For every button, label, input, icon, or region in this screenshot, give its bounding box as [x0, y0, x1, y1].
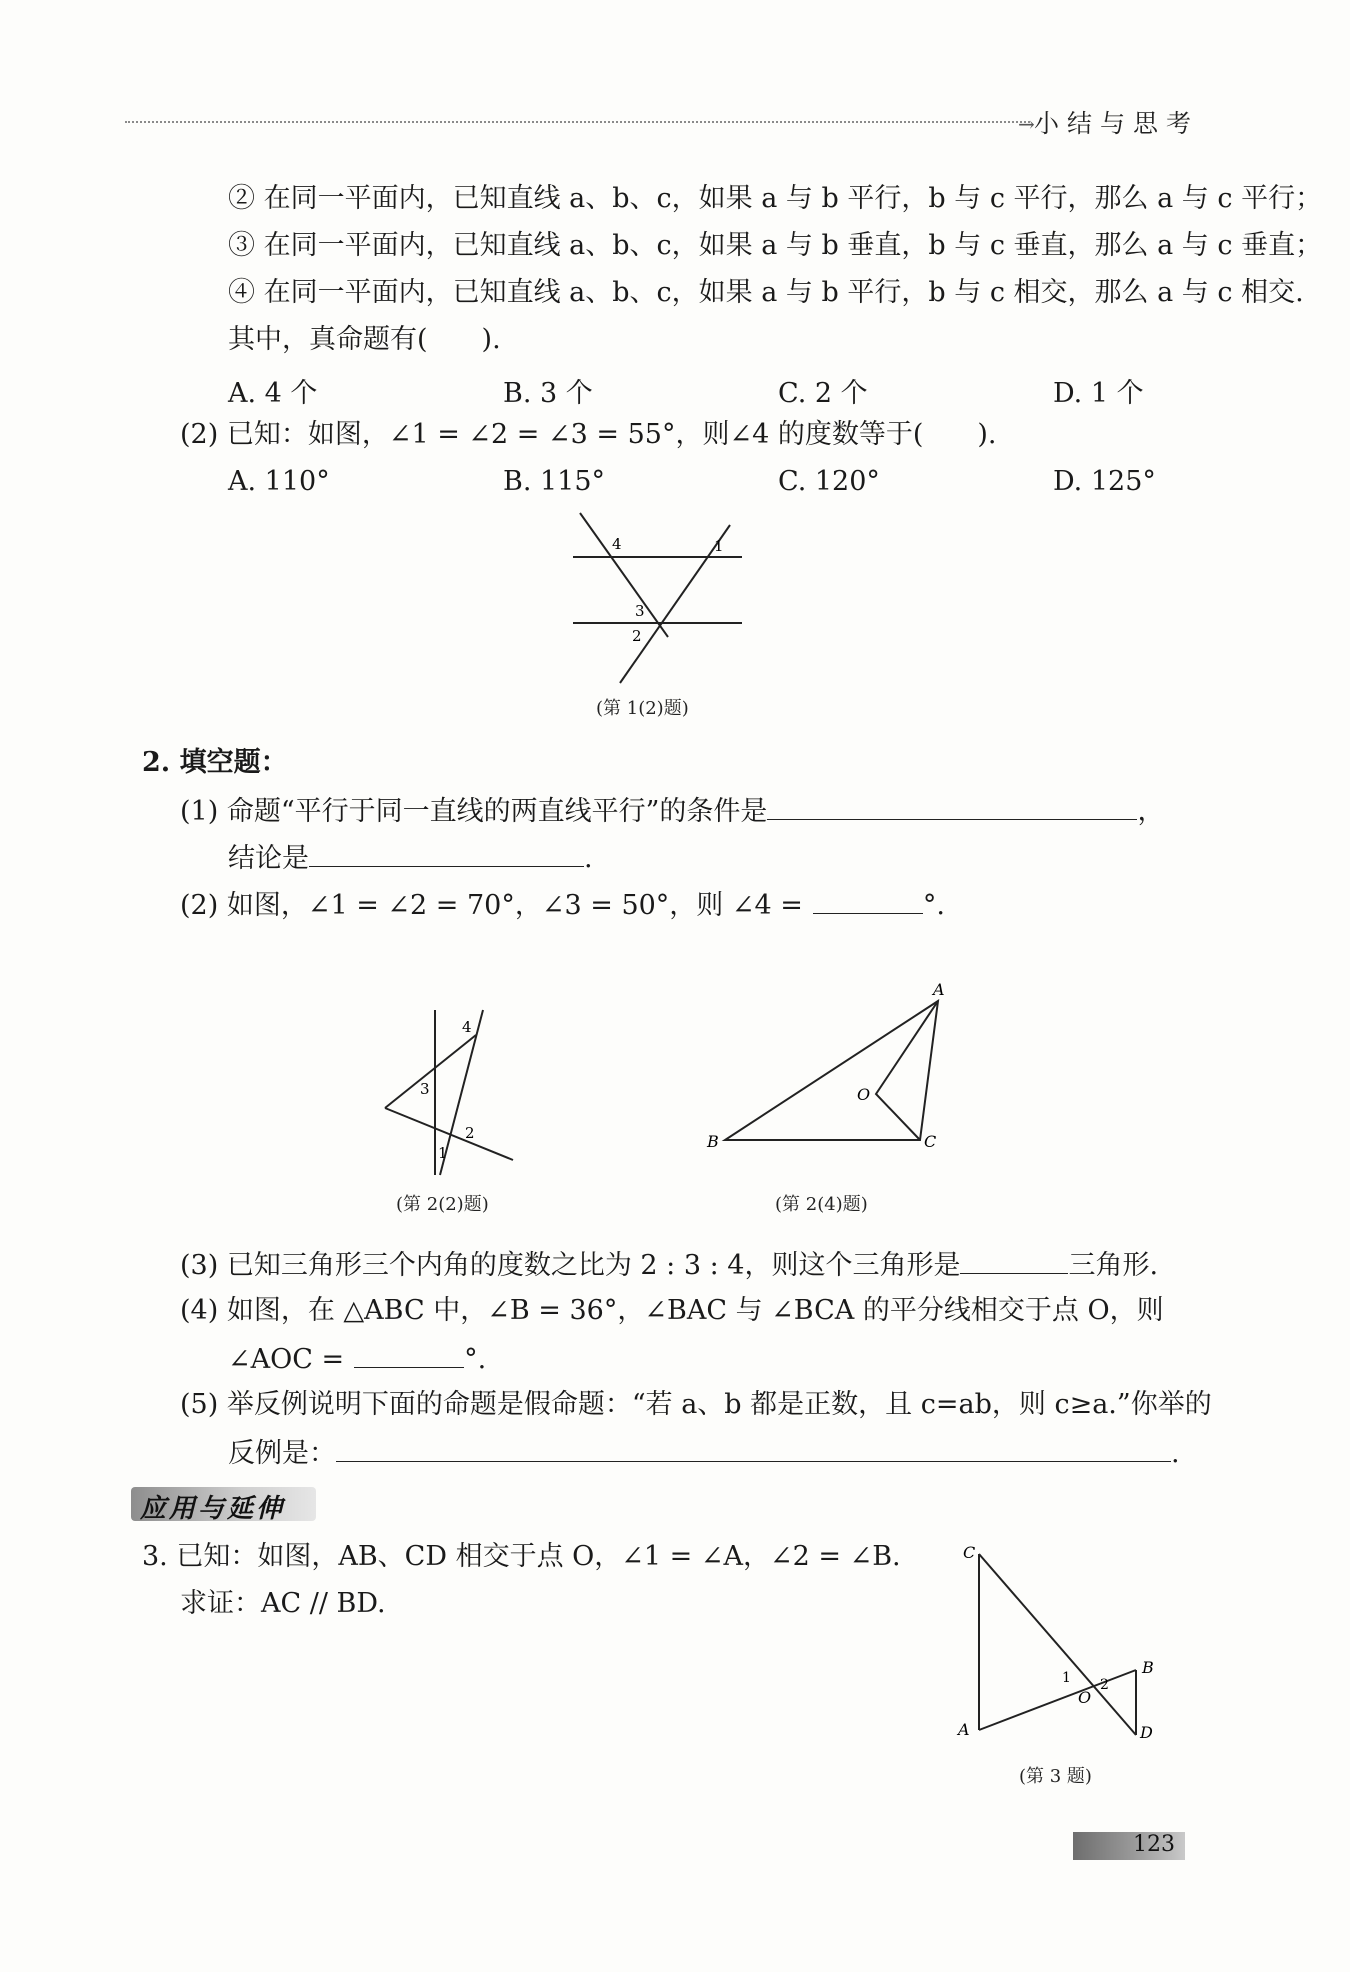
q2-part1-conclusion-blank[interactable]	[309, 840, 584, 867]
q2-part5-blank[interactable]	[336, 1435, 1171, 1462]
fig3-label-c: C	[963, 1543, 976, 1562]
fig3-label-2: 2	[1100, 1677, 1109, 1693]
q2-part3-prompt: (3) 已知三角形三个内角的度数之比为 2 : 3 : 4，则这个三角形是	[180, 1250, 961, 1281]
q2-part4-unit: °.	[464, 1344, 487, 1375]
q1-part2-option-a: A. 110°	[228, 466, 330, 497]
q2-part2-prompt: (2) 如图，∠1 = ∠2 = 70°，∠3 = 50°，则 ∠4 =	[180, 890, 803, 921]
q2-part3-blank[interactable]	[960, 1247, 1068, 1274]
fig22-label-4: 4	[462, 1018, 472, 1036]
fig1-transversal-left	[580, 513, 668, 637]
q1-part2-option-b: B. 115°	[503, 466, 606, 497]
q2-part3-suffix: 三角形.	[1068, 1250, 1159, 1281]
fig3-label-1: 1	[1062, 1670, 1071, 1686]
q1-option-c: C. 2 个	[778, 378, 868, 409]
figure-2-4	[700, 978, 960, 1158]
q1-statement-4: ④ 在同一平面内，已知直线 a、b、c，如果 a 与 b 平行，b 与 c 相交，那么 a 与 c 相交.	[228, 277, 1304, 308]
q2-part4-line1: (4) 如图，在 △ABC 中，∠B = 36°，∠BAC 与 ∠BCA 的平分线相交于点 O，则	[180, 1295, 1164, 1326]
fig1-label-2: 2	[632, 627, 642, 645]
header-arrow-icon: →	[1018, 112, 1035, 136]
q2-part1-comma: ，	[1137, 796, 1165, 827]
q2-part5-line2	[228, 1435, 1180, 1471]
figure-1-2-caption: (第 1(2)题)	[596, 698, 689, 719]
q2-part2-unit: °.	[922, 890, 945, 921]
q2-part1-condition-blank[interactable]	[767, 793, 1137, 820]
fig3-label-a: A	[958, 1720, 970, 1739]
q2-part5-line1: (5) 举反例说明下面的命题是假命题：“若 a、b 都是正数，且 c=ab，则 c≥a.”你举的	[180, 1389, 1212, 1420]
fig22-label-1: 1	[438, 1144, 448, 1162]
q2-part4-line2	[228, 1341, 486, 1377]
q2-part4-blank[interactable]	[354, 1341, 464, 1368]
figure-2-2	[380, 1005, 520, 1180]
fig22-label-3: 3	[420, 1080, 430, 1098]
figure-2-4-caption: (第 2(4)题)	[775, 1194, 868, 1215]
fig22-upper-ray	[385, 1035, 476, 1108]
fig3-segment-ab	[979, 1670, 1136, 1730]
figure-2-2-caption: (第 2(2)题)	[396, 1194, 489, 1215]
q1-statement-2: ② 在同一平面内，已知直线 a、b、c，如果 a 与 b 平行，b 与 c 平行，那么 a 与 c 平行；	[228, 183, 1323, 214]
fig1-label-3: 3	[635, 602, 645, 620]
q2-part3-line	[180, 1247, 1158, 1283]
fig22-lower-ray	[385, 1108, 513, 1160]
figure-3	[950, 1545, 1170, 1750]
section-title: 应用与延伸	[140, 1494, 286, 1524]
header-title: 小结与思考	[1034, 109, 1200, 138]
q2-part5-period: .	[1171, 1438, 1180, 1469]
q2-part1-line1	[180, 793, 1164, 829]
q2-part1-condition-prompt: (1) 命题“平行于同一直线的两直线平行”的条件是	[180, 796, 768, 827]
q3-given: 3. 已知：如图，AB、CD 相交于点 O，∠1 = ∠A，∠2 = ∠B.	[142, 1541, 901, 1572]
figure-3-caption: (第 3 题)	[1019, 1766, 1092, 1787]
fig24-triangle-abc	[725, 1001, 938, 1140]
fig24-label-o: O	[857, 1085, 871, 1104]
fig22-label-2: 2	[465, 1124, 475, 1142]
header-rule	[125, 121, 1030, 123]
q1-option-d: D. 1 个	[1053, 378, 1144, 409]
fig1-label-4: 4	[612, 535, 622, 553]
q1-option-a: A. 4 个	[228, 378, 318, 409]
q2-part4-prompt: ∠AOC =	[228, 1344, 345, 1375]
fig24-label-c: C	[924, 1132, 937, 1151]
q2-part1-period: .	[584, 843, 593, 874]
q2-part1-conclusion-prompt: 结论是	[228, 843, 309, 874]
fig1-label-1: 1	[714, 537, 724, 555]
fig3-label-o: O	[1078, 1688, 1092, 1707]
fig24-label-b: B	[707, 1132, 719, 1151]
fig3-label-d: D	[1140, 1723, 1153, 1742]
q1-part2-option-c: C. 120°	[778, 466, 880, 497]
figure-1-2	[560, 505, 760, 685]
q1-option-b: B. 3 个	[503, 378, 593, 409]
q2-part1-line2	[228, 840, 593, 876]
q1-part2-question: (2) 已知：如图，∠1 = ∠2 = ∠3 = 55°，则∠4 的度数等于( ).	[180, 419, 997, 450]
fig3-label-b: B	[1142, 1658, 1154, 1677]
q1-part2-option-d: D. 125°	[1053, 466, 1156, 497]
q2-part2-line	[180, 887, 945, 923]
q1-ask: 其中，真命题有( ).	[228, 324, 501, 355]
q2-part5-prompt: 反例是：	[228, 1438, 336, 1469]
fig24-label-a: A	[933, 980, 945, 999]
q2-heading: 2. 填空题：	[142, 747, 288, 778]
q2-part2-blank[interactable]	[813, 887, 923, 914]
q1-statement-3: ③ 在同一平面内，已知直线 a、b、c，如果 a 与 b 垂直，b 与 c 垂直，那么 a 与 c 垂直；	[228, 230, 1323, 261]
q3-prove: 求证：AC // BD.	[180, 1588, 386, 1619]
page-number: 123	[1133, 1832, 1175, 1857]
fig3-segment-cd	[979, 1554, 1136, 1735]
